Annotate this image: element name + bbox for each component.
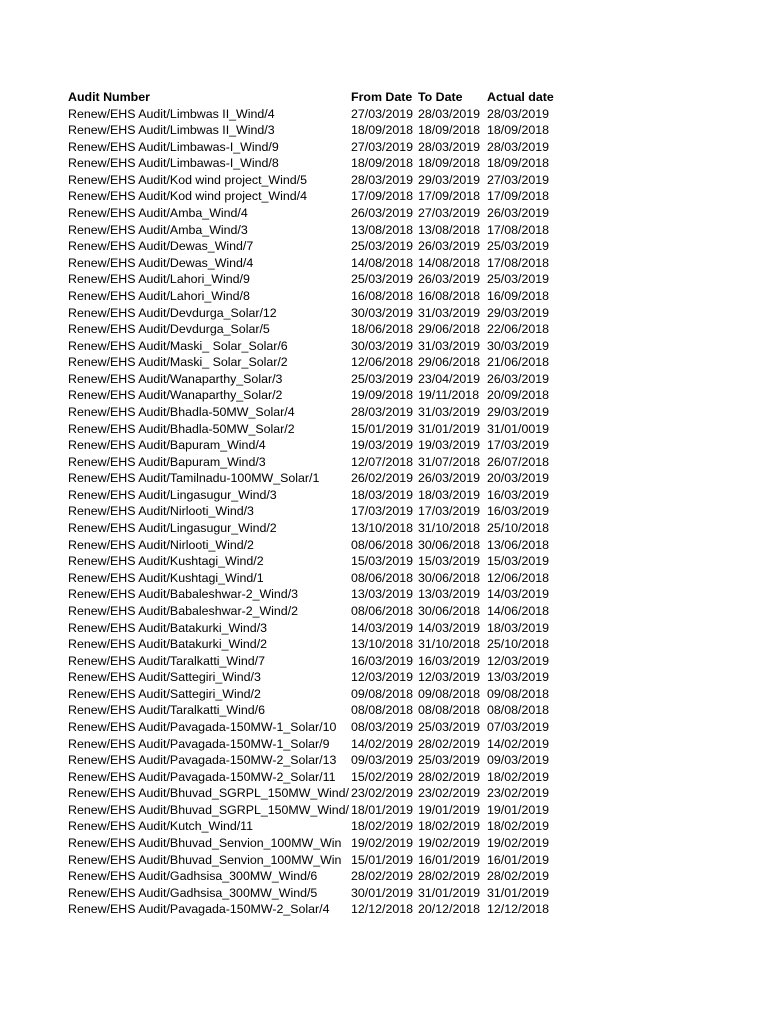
cell-from-date: 28/03/2019 <box>351 404 414 419</box>
cell-to-date: 17/09/2018 <box>418 189 481 204</box>
cell-actual-date: 20/09/2018 <box>487 388 550 403</box>
cell-from-date: 23/02/2019 <box>351 786 414 801</box>
cell-actual-date: 26/07/2018 <box>487 454 550 469</box>
cell-actual-date: 15/03/2019 <box>487 554 550 569</box>
cell-to-date: 31/10/2018 <box>418 637 481 652</box>
cell-actual-date: 09/08/2018 <box>487 686 550 701</box>
cell-actual-date: 25/10/2018 <box>487 521 550 536</box>
cell-actual-date: 29/03/2019 <box>487 404 550 419</box>
cell-audit-number: Renew/EHS Audit/Taralkatti_Wind/7 <box>68 653 265 668</box>
cell-audit-number: Renew/EHS Audit/Pavagada-150MW-2_Solar/4 <box>68 902 330 917</box>
cell-to-date: 29/06/2018 <box>418 355 481 370</box>
cell-audit-number: Renew/EHS Audit/Dewas_Wind/4 <box>68 255 254 270</box>
cell-to-date: 23/04/2019 <box>418 371 481 386</box>
cell-audit-number: Renew/EHS Audit/Limbawas-I_Wind/8 <box>68 156 279 171</box>
cell-audit-number: Renew/EHS Audit/Pavagada-150MW-2_Solar/11 <box>68 769 336 784</box>
header-from-date: From Date <box>351 90 413 104</box>
cell-to-date: 28/02/2019 <box>418 736 481 751</box>
cell-to-date: 19/01/2019 <box>418 802 481 817</box>
cell-audit-number: Renew/EHS Audit/Devdurga_Solar/12 <box>68 305 277 320</box>
cell-to-date: 18/02/2019 <box>418 819 481 834</box>
cell-to-date: 16/03/2019 <box>418 653 481 668</box>
cell-from-date: 28/03/2019 <box>351 172 414 187</box>
cell-audit-number: Renew/EHS Audit/Limbwas II_Wind/4 <box>68 106 275 121</box>
cell-to-date: 26/03/2019 <box>418 272 481 287</box>
cell-audit-number: Renew/EHS Audit/Maski_ Solar_Solar/6 <box>68 338 288 353</box>
cell-actual-date: 12/06/2018 <box>487 570 550 585</box>
cell-audit-number: Renew/EHS Audit/Taralkatti_Wind/6 <box>68 703 265 718</box>
cell-actual-date: 26/03/2019 <box>487 371 550 386</box>
cell-from-date: 25/03/2019 <box>351 272 414 287</box>
cell-actual-date: 14/06/2018 <box>487 603 550 618</box>
cell-from-date: 09/08/2018 <box>351 686 414 701</box>
cell-audit-number: Renew/EHS Audit/Bhadla-50MW_Solar/2 <box>68 421 295 436</box>
cell-from-date: 08/08/2018 <box>351 703 414 718</box>
cell-audit-number: Renew/EHS Audit/Batakurki_Wind/2 <box>68 637 268 652</box>
cell-audit-number: Renew/EHS Audit/Amba_Wind/4 <box>68 206 248 221</box>
cell-actual-date: 31/01/0019 <box>487 421 550 436</box>
cell-to-date: 30/06/2018 <box>418 603 481 618</box>
cell-from-date: 18/09/2018 <box>351 123 414 138</box>
cell-from-date: 18/02/2019 <box>351 819 414 834</box>
cell-audit-number: Renew/EHS Audit/Amba_Wind/3 <box>68 222 248 237</box>
cell-from-date: 13/10/2018 <box>351 637 414 652</box>
cell-actual-date: 22/06/2018 <box>487 322 550 337</box>
cell-from-date: 09/03/2019 <box>351 753 414 768</box>
cell-actual-date: 14/02/2019 <box>487 736 550 751</box>
cell-to-date: 27/03/2019 <box>418 206 481 221</box>
cell-to-date: 28/03/2019 <box>418 139 481 154</box>
cell-audit-number: Renew/EHS Audit/Dewas_Wind/7 <box>68 239 254 254</box>
cell-from-date: 30/03/2019 <box>351 338 414 353</box>
cell-from-date: 14/02/2019 <box>351 736 414 751</box>
cell-to-date: 31/03/2019 <box>418 305 481 320</box>
cell-from-date: 19/03/2019 <box>351 438 414 453</box>
cell-audit-number: Renew/EHS Audit/Kushtagi_Wind/2 <box>68 554 264 569</box>
cell-from-date: 27/03/2019 <box>351 139 414 154</box>
cell-audit-number: Renew/EHS Audit/Kushtagi_Wind/1 <box>68 570 264 585</box>
cell-actual-date: 16/03/2019 <box>487 487 550 502</box>
cell-actual-date: 26/03/2019 <box>487 206 550 221</box>
cell-from-date: 17/09/2018 <box>351 189 414 204</box>
cell-from-date: 19/09/2018 <box>351 388 414 403</box>
cell-actual-date: 14/03/2019 <box>487 587 550 602</box>
header-audit-number: Audit Number <box>68 90 150 104</box>
cell-from-date: 08/06/2018 <box>351 570 414 585</box>
cell-from-date: 15/03/2019 <box>351 554 414 569</box>
cell-from-date: 17/03/2019 <box>351 504 414 519</box>
cell-audit-number: Renew/EHS Audit/Lingasugur_Wind/2 <box>68 521 277 536</box>
cell-from-date: 08/03/2019 <box>351 719 414 734</box>
cell-audit-number: Renew/EHS Audit/Limbawas-I_Wind/9 <box>68 139 279 154</box>
cell-audit-number: Renew/EHS Audit/Tamilnadu-100MW_Solar/1 <box>68 471 320 486</box>
cell-to-date: 08/08/2018 <box>418 703 481 718</box>
cell-audit-number: Renew/EHS Audit/Batakurki_Wind/3 <box>68 620 268 635</box>
cell-to-date: 15/03/2019 <box>418 554 481 569</box>
cell-from-date: 30/03/2019 <box>351 305 414 320</box>
cell-audit-number: Renew/EHS Audit/Bapuram_Wind/3 <box>68 454 266 469</box>
cell-actual-date: 20/03/2019 <box>487 471 550 486</box>
cell-from-date: 13/10/2018 <box>351 521 414 536</box>
cell-from-date: 25/03/2019 <box>351 371 414 386</box>
cell-audit-number: Renew/EHS Audit/Sattegiri_Wind/2 <box>68 686 261 701</box>
cell-actual-date: 19/01/2019 <box>487 802 550 817</box>
cell-from-date: 18/06/2018 <box>351 322 414 337</box>
cell-audit-number: Renew/EHS Audit/Lingasugur_Wind/3 <box>68 487 277 502</box>
cell-audit-number: Renew/EHS Audit/Babaleshwar-2_Wind/3 <box>68 587 299 602</box>
cell-from-date: 25/03/2019 <box>351 239 414 254</box>
cell-actual-date: 16/01/2019 <box>487 852 550 867</box>
cell-from-date: 14/03/2019 <box>351 620 414 635</box>
cell-to-date: 14/03/2019 <box>418 620 481 635</box>
cell-audit-number: Renew/EHS Audit/Nirlooti_Wind/3 <box>68 504 254 519</box>
cell-from-date: 18/01/2019 <box>351 802 414 817</box>
cell-from-date: 12/12/2018 <box>351 902 414 917</box>
header-to-date: To Date <box>418 90 463 104</box>
cell-to-date: 16/01/2019 <box>418 852 481 867</box>
cell-to-date: 30/06/2018 <box>418 570 481 585</box>
cell-audit-number: Renew/EHS Audit/Pavagada-150MW-2_Solar/13 <box>68 753 337 768</box>
cell-to-date: 13/08/2018 <box>418 222 481 237</box>
cell-from-date: 15/01/2019 <box>351 421 414 436</box>
cell-actual-date: 12/12/2018 <box>487 902 550 917</box>
cell-audit-number: Renew/EHS Audit/Gadhsisa_300MW_Wind/6 <box>68 869 318 884</box>
cell-from-date: 13/03/2019 <box>351 587 414 602</box>
cell-audit-number: Renew/EHS Audit/Kod wind project_Wind/5 <box>68 172 307 187</box>
cell-audit-number: Renew/EHS Audit/Lahori_Wind/9 <box>68 272 250 287</box>
cell-to-date: 31/03/2019 <box>418 338 481 353</box>
cell-to-date: 31/10/2018 <box>418 521 481 536</box>
cell-audit-number: Renew/EHS Audit/Maski_ Solar_Solar/2 <box>68 355 288 370</box>
cell-to-date: 18/03/2019 <box>418 487 481 502</box>
cell-actual-date: 18/09/2018 <box>487 156 550 171</box>
cell-audit-number: Renew/EHS Audit/Wanaparthy_Solar/2 <box>68 388 283 403</box>
cell-actual-date: 28/02/2019 <box>487 869 550 884</box>
cell-to-date: 23/02/2019 <box>418 786 481 801</box>
cell-to-date: 25/03/2019 <box>418 753 481 768</box>
cell-to-date: 19/03/2019 <box>418 438 481 453</box>
cell-audit-number: Renew/EHS Audit/Sattegiri_Wind/3 <box>68 670 261 685</box>
cell-actual-date: 17/03/2019 <box>487 438 550 453</box>
cell-to-date: 26/03/2019 <box>418 471 481 486</box>
cell-from-date: 18/09/2018 <box>351 156 414 171</box>
cell-actual-date: 13/06/2018 <box>487 537 550 552</box>
cell-audit-number: Renew/EHS Audit/Pavagada-150MW-1_Solar/9 <box>68 736 330 751</box>
cell-actual-date: 18/03/2019 <box>487 620 550 635</box>
cell-actual-date: 21/06/2018 <box>487 355 550 370</box>
cell-to-date: 31/01/2019 <box>418 885 481 900</box>
cell-to-date: 19/11/2018 <box>418 388 480 403</box>
cell-audit-number: Renew/EHS Audit/Bhuvad_Senvion_100MW_Win <box>68 836 342 851</box>
cell-to-date: 20/12/2018 <box>418 902 481 917</box>
cell-to-date: 09/08/2018 <box>418 686 481 701</box>
cell-to-date: 25/03/2019 <box>418 719 481 734</box>
cell-to-date: 18/09/2018 <box>418 123 481 138</box>
cell-to-date: 13/03/2019 <box>418 587 481 602</box>
cell-to-date: 29/06/2018 <box>418 322 481 337</box>
cell-to-date: 18/09/2018 <box>418 156 481 171</box>
cell-to-date: 28/02/2019 <box>418 869 481 884</box>
cell-audit-number: Renew/EHS Audit/Gadhsisa_300MW_Wind/5 <box>68 885 318 900</box>
cell-actual-date: 18/02/2019 <box>487 769 550 784</box>
cell-actual-date: 25/03/2019 <box>487 239 550 254</box>
cell-actual-date: 25/10/2018 <box>487 637 550 652</box>
cell-actual-date: 25/03/2019 <box>487 272 550 287</box>
cell-from-date: 28/02/2019 <box>351 869 414 884</box>
cell-from-date: 27/03/2019 <box>351 106 414 121</box>
header-actual-date: Actual date <box>487 90 554 104</box>
cell-actual-date: 30/03/2019 <box>487 338 550 353</box>
cell-to-date: 31/01/2019 <box>418 421 481 436</box>
cell-to-date: 17/03/2019 <box>418 504 481 519</box>
cell-from-date: 08/06/2018 <box>351 537 414 552</box>
cell-actual-date: 17/08/2018 <box>487 222 550 237</box>
cell-audit-number: Renew/EHS Audit/Bhuvad_SGRPL_150MW_Wind/ <box>68 786 349 801</box>
cell-actual-date: 13/03/2019 <box>487 670 550 685</box>
cell-to-date: 31/07/2018 <box>418 454 481 469</box>
cell-actual-date: 31/01/2019 <box>487 885 550 900</box>
cell-actual-date: 12/03/2019 <box>487 653 550 668</box>
cell-actual-date: 29/03/2019 <box>487 305 550 320</box>
cell-audit-number: Renew/EHS Audit/Nirlooti_Wind/2 <box>68 537 254 552</box>
cell-actual-date: 27/03/2019 <box>487 172 550 187</box>
cell-to-date: 26/03/2019 <box>418 239 481 254</box>
cell-from-date: 12/07/2018 <box>351 454 414 469</box>
cell-audit-number: Renew/EHS Audit/Kod wind project_Wind/4 <box>68 189 307 204</box>
cell-from-date: 19/02/2019 <box>351 836 414 851</box>
cell-audit-number: Renew/EHS Audit/Limbwas II_Wind/3 <box>68 123 275 138</box>
cell-from-date: 15/01/2019 <box>351 852 414 867</box>
cell-audit-number: Renew/EHS Audit/Bhuvad_Senvion_100MW_Win <box>68 852 342 867</box>
cell-audit-number: Renew/EHS Audit/Bhuvad_SGRPL_150MW_Wind/ <box>68 802 349 817</box>
cell-to-date: 16/08/2018 <box>418 288 481 303</box>
cell-from-date: 18/03/2019 <box>351 487 414 502</box>
cell-audit-number: Renew/EHS Audit/Kutch_Wind/11 <box>68 819 254 834</box>
cell-actual-date: 28/03/2019 <box>487 139 550 154</box>
cell-actual-date: 16/09/2018 <box>487 288 550 303</box>
cell-from-date: 16/03/2019 <box>351 653 414 668</box>
cell-audit-number: Renew/EHS Audit/Wanaparthy_Solar/3 <box>68 371 283 386</box>
cell-actual-date: 19/02/2019 <box>487 836 550 851</box>
cell-from-date: 12/03/2019 <box>351 670 414 685</box>
cell-to-date: 31/03/2019 <box>418 404 481 419</box>
cell-audit-number: Renew/EHS Audit/Bapuram_Wind/4 <box>68 438 266 453</box>
cell-actual-date: 17/09/2018 <box>487 189 550 204</box>
cell-from-date: 15/02/2019 <box>351 769 414 784</box>
cell-to-date: 19/02/2019 <box>418 836 481 851</box>
cell-from-date: 13/08/2018 <box>351 222 414 237</box>
cell-from-date: 26/03/2019 <box>351 206 414 221</box>
cell-audit-number: Renew/EHS Audit/Bhadla-50MW_Solar/4 <box>68 404 295 419</box>
cell-from-date: 12/06/2018 <box>351 355 414 370</box>
cell-actual-date: 16/03/2019 <box>487 504 550 519</box>
cell-actual-date: 17/08/2018 <box>487 255 550 270</box>
cell-audit-number: Renew/EHS Audit/Pavagada-150MW-1_Solar/10 <box>68 719 337 734</box>
cell-actual-date: 18/02/2019 <box>487 819 550 834</box>
cell-to-date: 28/03/2019 <box>418 106 481 121</box>
cell-to-date: 30/06/2018 <box>418 537 481 552</box>
cell-actual-date: 09/03/2019 <box>487 753 550 768</box>
cell-from-date: 14/08/2018 <box>351 255 414 270</box>
cell-audit-number: Renew/EHS Audit/Lahori_Wind/8 <box>68 288 250 303</box>
cell-to-date: 14/08/2018 <box>418 255 481 270</box>
cell-to-date: 29/03/2019 <box>418 172 481 187</box>
cell-actual-date: 18/09/2018 <box>487 123 550 138</box>
cell-from-date: 30/01/2019 <box>351 885 414 900</box>
cell-from-date: 16/08/2018 <box>351 288 414 303</box>
cell-actual-date: 28/03/2019 <box>487 106 550 121</box>
cell-from-date: 26/02/2019 <box>351 471 414 486</box>
cell-audit-number: Renew/EHS Audit/Babaleshwar-2_Wind/2 <box>68 603 299 618</box>
cell-actual-date: 23/02/2019 <box>487 786 550 801</box>
cell-actual-date: 08/08/2018 <box>487 703 550 718</box>
cell-audit-number: Renew/EHS Audit/Devdurga_Solar/5 <box>68 322 270 337</box>
cell-to-date: 12/03/2019 <box>418 670 481 685</box>
cell-to-date: 28/02/2019 <box>418 769 481 784</box>
cell-from-date: 08/06/2018 <box>351 603 414 618</box>
cell-actual-date: 07/03/2019 <box>487 719 550 734</box>
